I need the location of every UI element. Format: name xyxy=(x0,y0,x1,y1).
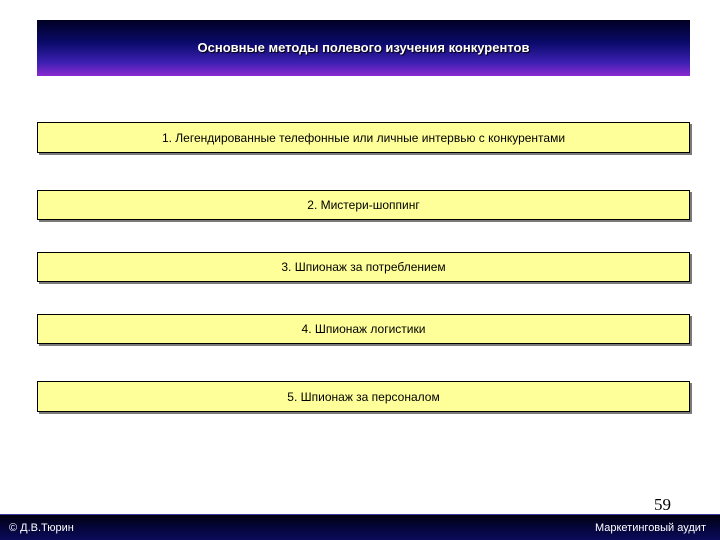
method-box-2 xyxy=(37,190,690,220)
method-box-1 xyxy=(37,122,690,153)
footer-author: © Д.В.Тюрин xyxy=(9,522,74,534)
method-box-5 xyxy=(37,381,690,412)
method-label-4: 4. Шпионаж логистики xyxy=(301,322,426,336)
method-label-5: 5. Шпионаж за персоналом xyxy=(287,389,440,404)
page-number: 59 xyxy=(654,495,671,514)
footer-bar xyxy=(0,514,720,540)
title-bar xyxy=(37,20,690,76)
method-label-1: 1. Легендированные телефонные или личные интервью с конкурентами xyxy=(161,130,566,145)
method-box-4 xyxy=(37,314,690,344)
method-label-2: 2. Мистери-шоппинг xyxy=(307,198,420,212)
slide-title: Основные методы полевого изучения конкурентов xyxy=(197,39,530,55)
footer-course-title: Маркетинговый аудит xyxy=(594,522,706,534)
method-label-3: 3. Шпионаж за потреблением xyxy=(281,260,446,274)
method-box-3 xyxy=(37,252,690,282)
